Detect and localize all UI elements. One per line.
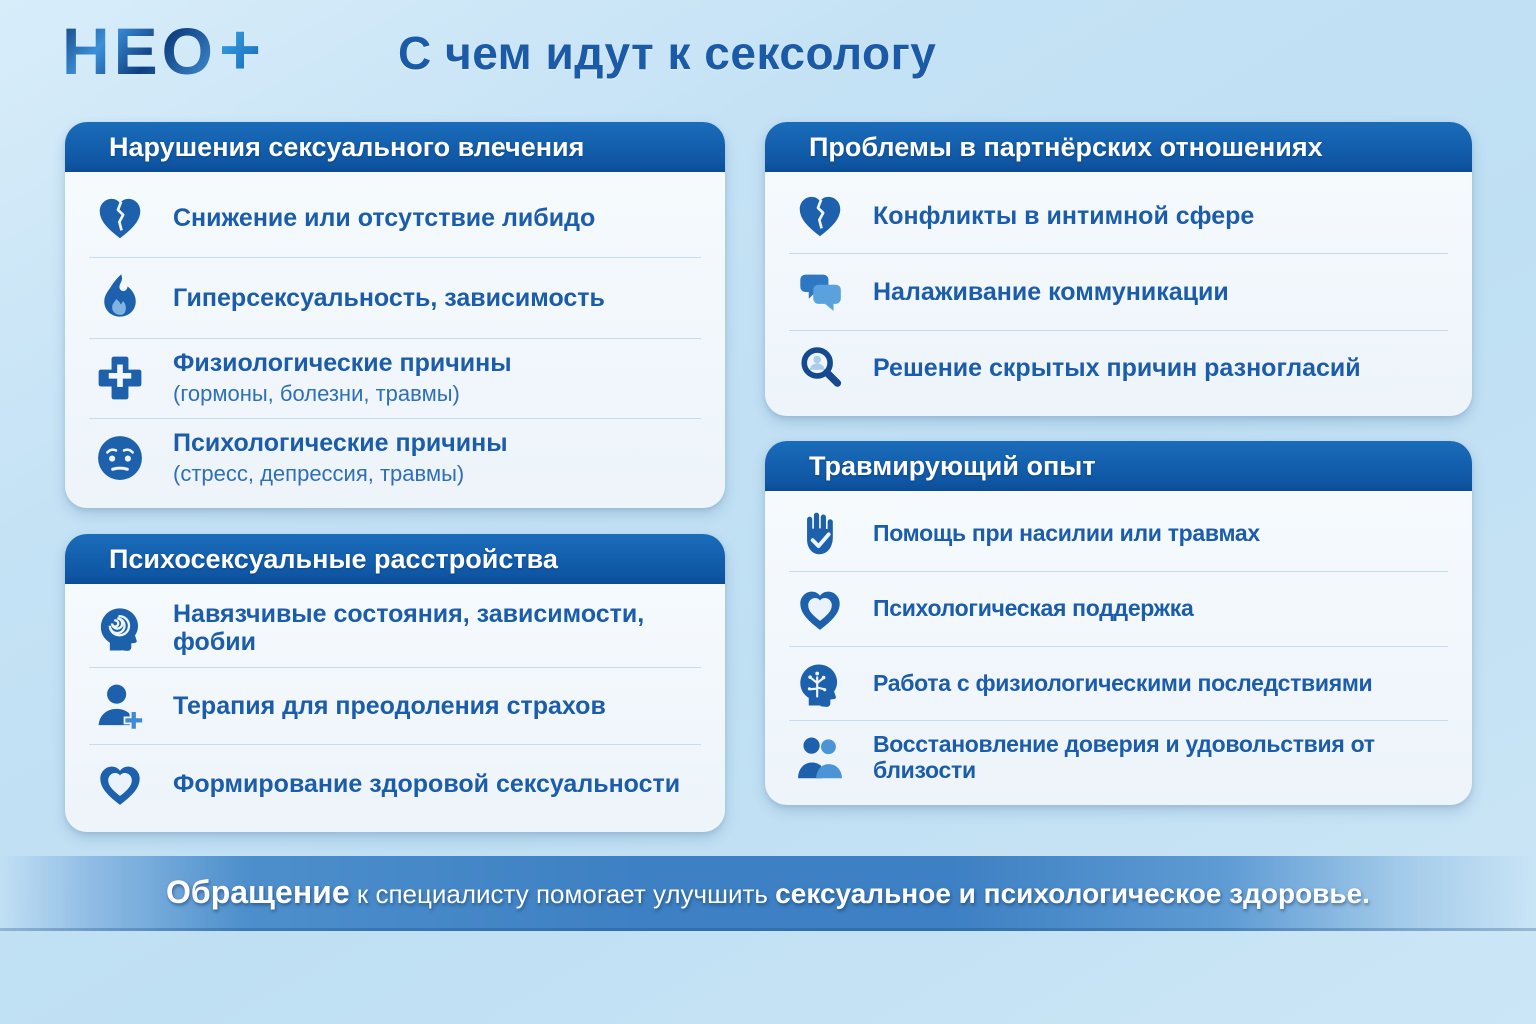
card-body <box>65 584 725 832</box>
card-traumatic-experience <box>765 441 1472 805</box>
magnifier-person-icon <box>793 341 847 395</box>
item-label: Работа с физиологическими последствиями <box>873 669 1373 696</box>
list-item <box>89 744 701 822</box>
list-item <box>89 418 701 498</box>
item-label: Решение скрытых причин разногласий <box>873 354 1361 383</box>
card-body <box>765 491 1472 805</box>
broken-heart-icon <box>793 189 847 243</box>
logo-plus-icon: + <box>219 10 262 90</box>
chat-bubbles-icon <box>793 265 847 319</box>
item-label: Помощь при насилии или травмах <box>873 520 1260 546</box>
heart-nested-icon <box>93 757 147 811</box>
card-title: Травмирующий опыт <box>765 441 1472 491</box>
card-sexual-desire-disorders <box>65 122 725 508</box>
neo-plus-logo <box>62 10 262 90</box>
footer-emphasis: сексуальное и психологическое здоровье. <box>775 877 1370 909</box>
list-item <box>789 646 1448 721</box>
flame-icon <box>93 271 147 325</box>
item-label: Конфликты в интимной сфере <box>873 201 1255 230</box>
card-partner-relationship-problems <box>765 122 1472 416</box>
list-item <box>89 590 701 667</box>
list-item <box>89 178 701 257</box>
item-label: Психологические причины <box>173 429 508 458</box>
item-label: Терапия для преодоления страхов <box>173 692 606 720</box>
list-item <box>789 571 1448 646</box>
heart-support-icon <box>793 582 847 636</box>
list-item <box>789 720 1448 795</box>
card-title: Проблемы в партнёрских отношениях <box>765 122 1472 172</box>
item-label: Физиологические причины <box>173 349 512 378</box>
item-label: Налаживание коммуникации <box>873 277 1229 306</box>
card-title: Психосексуальные расстройства <box>65 534 725 584</box>
footer-middle: к специалисту помогает улучшить <box>349 878 776 909</box>
item-label: Формирование здоровой сексуальности <box>173 769 681 798</box>
item-label: Восстановление доверия и удовольствия от близости <box>873 731 1375 784</box>
broken-heart-icon <box>93 191 147 245</box>
item-sublabel: (гормоны, болезни, травмы) <box>173 381 460 407</box>
footer-text <box>166 874 1370 911</box>
list-item <box>789 253 1448 329</box>
list-item <box>789 178 1448 253</box>
card-body <box>765 172 1472 416</box>
item-label: Снижение или отсутствие либидо <box>173 203 596 232</box>
item-label: Психологическая поддержка <box>873 594 1194 621</box>
head-spiral-icon <box>93 601 147 655</box>
hand-check-icon <box>793 507 847 561</box>
item-sublabel: (стресс, депрессия, травмы) <box>173 461 465 487</box>
item-label: Гиперсексуальность, зависимость <box>173 283 605 312</box>
footer-lead: Обращение <box>166 873 350 910</box>
list-item <box>89 667 701 745</box>
list-item <box>789 330 1448 406</box>
footer-banner <box>0 856 1536 931</box>
item-label: Навязчивые состояния, зависимости, фобии <box>173 600 645 657</box>
logo-text: НЕО <box>62 14 218 88</box>
head-tree-icon <box>793 656 847 710</box>
list-item <box>89 257 701 337</box>
page-title: С чем идут к сексологу <box>398 27 937 79</box>
person-plus-icon <box>93 679 147 733</box>
card-body <box>65 172 725 508</box>
couple-icon <box>793 731 847 785</box>
list-item <box>89 338 701 418</box>
worried-face-icon <box>93 431 147 485</box>
card-psychosexual-disorders <box>65 534 725 832</box>
medical-cross-icon <box>93 351 147 405</box>
card-title: Нарушения сексуального влечения <box>65 122 725 172</box>
list-item <box>789 497 1448 571</box>
